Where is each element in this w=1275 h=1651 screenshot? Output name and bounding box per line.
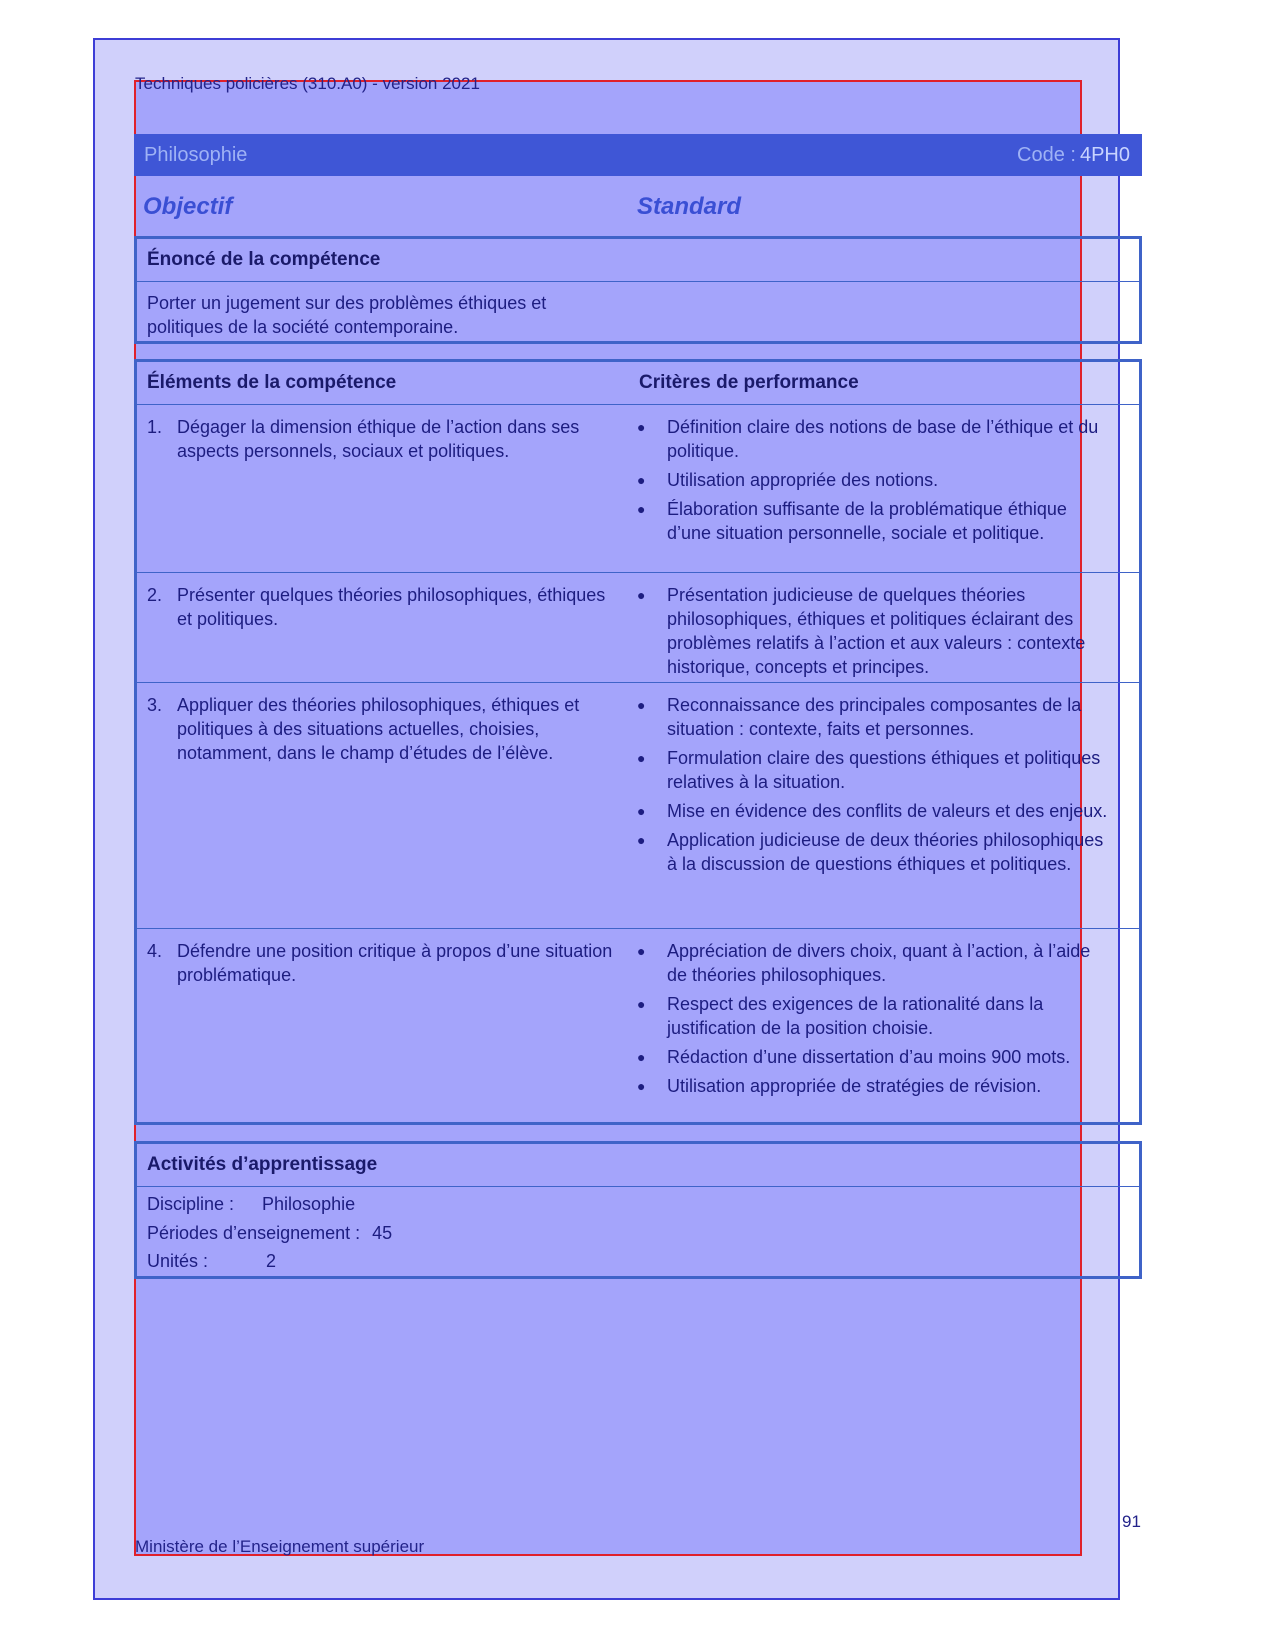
activites-box: [134, 1141, 1142, 1279]
ministry-footer: Ministère de l’Enseignement supérieur: [135, 1537, 425, 1556]
criterion-text: Appréciation de divers choix, quant à l’action, à l’aide de théories philosophiques.: [667, 941, 1091, 985]
discipline-title: Philosophie: [144, 144, 248, 166]
enonce-text: [147, 291, 546, 339]
bullet-icon: ●: [637, 996, 646, 1012]
enonce-text-line-2: politiques de la société contemporaine.: [147, 317, 459, 337]
bullet-icon: ●: [637, 803, 646, 819]
criterion-item: [637, 828, 1112, 876]
element-text: Appliquer des théories philosophiques, éthiques et politiques à des situations actuelles, choisies, notamment, dans le champ d’études de l’élève.: [177, 695, 580, 763]
criterion-text: Respect des exigences de la rationalité dans la justification de la position choisie.: [667, 994, 1044, 1038]
bullet-icon: ●: [637, 1049, 646, 1065]
criterion-item: [637, 497, 1112, 545]
criterion-text: Utilisation appropriée des notions.: [667, 470, 939, 490]
activites-heading: Activités d’apprentissage: [147, 1154, 378, 1175]
elements-heading-row: [137, 362, 1139, 405]
discipline-value: Philosophie: [262, 1194, 356, 1214]
element-text: Défendre une position critique à propos d’une situation problématique.: [177, 941, 613, 985]
criteria-list-3: [637, 693, 1112, 881]
objectif-heading: Objectif: [143, 193, 233, 220]
element-number: 3.: [147, 695, 163, 715]
criteria-list-1: [637, 415, 1112, 550]
criterion-item: [637, 415, 1112, 463]
criterion-item: [637, 583, 1112, 679]
criterion-text: Élaboration suffisante de la problématique éthique d’une situation personnelle, sociale et politique.: [667, 499, 1067, 543]
program-header: Techniques policières (310.A0) - version 2021: [135, 74, 480, 93]
element-2: [147, 583, 622, 631]
criterion-text: Application judicieuse de deux théories philosophiques à la discussion de questions éthiques et politiques.: [667, 830, 1104, 874]
elements-heading: Éléments de la compétence: [147, 372, 397, 393]
bullet-icon: ●: [637, 587, 646, 603]
unites-label: Unités :: [147, 1251, 209, 1271]
criterion-text: Mise en évidence des conflits de valeurs et des enjeux.: [667, 801, 1108, 821]
bullet-icon: ●: [637, 750, 646, 766]
criterion-text: Rédaction d’une dissertation d’au moins 900 mots.: [667, 1047, 1071, 1067]
element-1: [147, 415, 622, 463]
discipline-label: Discipline :: [147, 1194, 235, 1214]
bullet-icon: ●: [637, 419, 646, 435]
criteria-list-2: [637, 583, 1112, 684]
criterion-text: Utilisation appropriée de stratégies de révision.: [667, 1076, 1042, 1096]
element-text: Dégager la dimension éthique de l’action dans ses aspects personnels, sociaux et politiques.: [177, 417, 580, 461]
bullet-icon: ●: [637, 472, 646, 488]
code-value: 4PH0: [1079, 144, 1130, 166]
element-3: [147, 693, 622, 765]
bullet-icon: ●: [637, 832, 646, 848]
enonce-box: [134, 236, 1142, 344]
page-number: 91: [1122, 1512, 1141, 1531]
criterion-text: Reconnaissance des principales composantes de la situation : contexte, faits et personnes.: [667, 695, 1082, 739]
enonce-heading-row: [137, 239, 1139, 282]
bullet-icon: ●: [637, 1078, 646, 1094]
bullet-icon: ●: [637, 697, 646, 713]
criteria-list-4: [637, 939, 1112, 1103]
code-label: Code :: [1017, 144, 1076, 166]
criterion-item: [637, 939, 1112, 987]
standard-heading: Standard: [637, 193, 742, 220]
unites-line: [147, 1251, 276, 1272]
course-code: [1017, 144, 1130, 167]
element-row-1: [137, 405, 1139, 573]
criterion-item: [637, 746, 1112, 794]
criterion-text: Formulation claire des questions éthiques et politiques relatives à la situation.: [667, 748, 1101, 792]
element-row-3: [137, 683, 1139, 929]
bullet-icon: ●: [637, 943, 646, 959]
element-number: 4.: [147, 941, 163, 961]
periodes-line: [147, 1223, 392, 1244]
discipline-line: [147, 1194, 355, 1215]
element-row-2: [137, 573, 1139, 683]
element-4: [147, 939, 622, 987]
discipline-title-bar: [134, 134, 1142, 176]
elements-box: [134, 359, 1142, 1125]
criterion-item: [637, 992, 1112, 1040]
criteres-heading: Critères de performance: [639, 372, 859, 393]
criterion-text: Définition claire des notions de base de l’éthique et du politique.: [667, 417, 1099, 461]
activites-heading-row: [137, 1144, 1139, 1187]
element-number: 1.: [147, 417, 163, 437]
criterion-item: [637, 693, 1112, 741]
periodes-label: Périodes d’enseignement :: [147, 1223, 361, 1243]
criterion-item: [637, 1045, 1112, 1069]
element-text: Présenter quelques théories philosophiques, éthiques et politiques.: [177, 585, 606, 629]
element-number: 2.: [147, 585, 163, 605]
unites-value: 2: [266, 1251, 277, 1271]
criterion-item: [637, 468, 1112, 492]
periodes-value: 45: [372, 1223, 393, 1243]
element-row-4: [137, 929, 1139, 1123]
criterion-item: [637, 1074, 1112, 1098]
enonce-text-line-1: Porter un jugement sur des problèmes éthiques et: [147, 293, 547, 313]
criterion-item: [637, 799, 1112, 823]
enonce-heading: Énoncé de la compétence: [147, 249, 381, 270]
criterion-text: Présentation judicieuse de quelques théories philosophiques, éthiques et politiques éclairant des problèmes relatifs à l’action et aux valeurs : contexte historique, concepts et principes.: [667, 585, 1086, 677]
bullet-icon: ●: [637, 501, 646, 517]
